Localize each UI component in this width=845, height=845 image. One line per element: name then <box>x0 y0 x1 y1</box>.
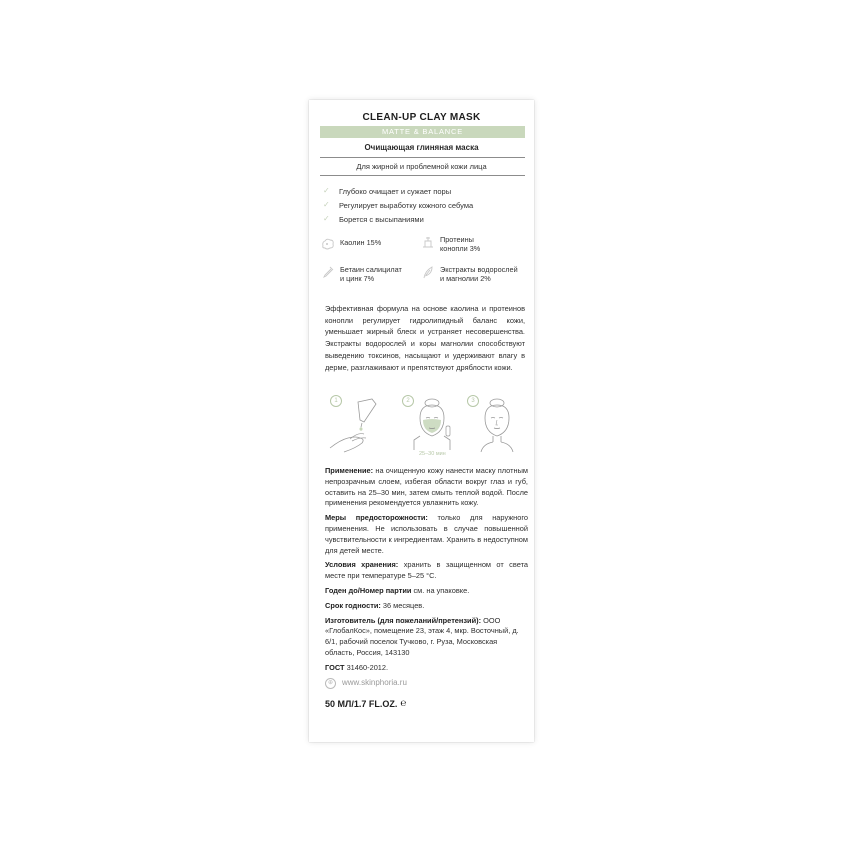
skin-type-label: Для жирной и проблемной кожи лица <box>356 162 487 171</box>
ingredient-item <box>421 265 518 283</box>
check-icon: ✓ <box>323 200 330 209</box>
face-mask-illustration <box>408 396 456 450</box>
dropper-icon <box>321 265 335 279</box>
estimated-sign-icon: ℮ <box>400 697 407 709</box>
benefit-item <box>323 184 523 198</box>
ingredient-item <box>321 265 402 283</box>
step-number: 3 <box>467 395 479 407</box>
leaf-icon <box>421 265 435 279</box>
caution-section <box>325 513 528 556</box>
ingredient-line1: Бетаин салицилат <box>340 265 402 274</box>
batch-text: см. на упаковке. <box>411 585 470 595</box>
ingredient-line1: Протеины <box>440 235 474 244</box>
benefit-item <box>323 212 523 226</box>
divider-top <box>320 157 525 158</box>
step-number: 2 <box>402 395 414 407</box>
clean-face-illustration <box>473 396 521 452</box>
gost-label: ГОСТ <box>325 662 345 672</box>
benefit-text: Регулирует выработку кожного себума <box>339 200 474 210</box>
ingredient-line2: конопли 3% <box>440 244 481 253</box>
shelf-life-section <box>325 601 528 612</box>
ingredient-line2: и цинк 7% <box>340 274 375 283</box>
clay-icon <box>321 238 335 250</box>
usage-text: на очищенную кожу нанести маску плотным непрозрачным слоем, избегая области вокруг глаз и губ, оставить на 25–30 мин, затем смыть теплой водой. После применения рекомендуется увлажнить кожу. <box>325 466 528 508</box>
hemp-icon <box>421 235 435 249</box>
product-description: Эффективная формула на основе каолина и протеинов конопли регулирует гидролипидный баланс кожи, уменьшает жирный блеск и устраняет несовершенства. Экстракты водорослей и коры магнолии способствуют выведению токсинов, насыщают и удерживают влагу в дерме, разглаживают и препятствуют дряблости кожи. <box>325 304 525 372</box>
step-number: 1 <box>330 395 342 407</box>
ingredient-line1: Каолин 15% <box>340 238 382 247</box>
benefit-text: Глубоко очищает и сужает поры <box>339 186 452 196</box>
ingredient-item <box>321 238 381 250</box>
product-line-band: MATTE & BALANCE <box>320 126 525 138</box>
manufacturer-label: Изготовитель (для пожеланий/претензий): <box>325 615 482 625</box>
ingredient-item <box>421 235 480 253</box>
product-box-back <box>309 100 534 742</box>
caution-text: только для наружного применения. Не использовать в случае повышенной чувствительности к ингредиентам. Хранить в недоступном для детей месте. <box>325 513 528 555</box>
check-icon: ✓ <box>323 186 330 195</box>
shelf-life-label: Срок годности: <box>325 600 381 610</box>
benefit-text: Борется с высыпаниями <box>339 214 424 224</box>
manufacturer-text: ООО «ГлобалКос», помещение 23, этаж 4, мкр. Восточный, д. 6/1, рабочий поселок Тучково, г. Руза, Московская область, Россия, 143130 <box>325 615 519 657</box>
manufacturer-section <box>325 616 528 659</box>
ingredient-line1: Экстракты водорослей <box>440 265 518 274</box>
product-subtitle: Очищающая глиняная маска <box>364 143 479 152</box>
check-icon: ✓ <box>323 214 330 223</box>
storage-text: хранить в защищенном от света месте при температуре 5–25 °С. <box>325 560 529 581</box>
website-text: www.skinphoria.ru <box>342 677 407 687</box>
usage-section <box>325 466 528 509</box>
volume-text: 50 МЛ/1.7 FL.OZ. <box>325 698 398 709</box>
batch-section <box>325 586 528 597</box>
benefit-item <box>323 198 523 212</box>
product-title: CLEAN-UP CLAY MASK <box>362 112 481 123</box>
time-label: 25–30 мин <box>419 451 446 457</box>
caution-label: Меры предосторожности: <box>325 513 428 523</box>
usage-steps <box>323 392 523 462</box>
volume-line <box>325 699 528 710</box>
batch-label: Годен до/Номер партии <box>325 585 412 595</box>
gost-section <box>325 663 528 674</box>
website-line <box>325 678 528 689</box>
product-info <box>325 466 528 709</box>
usage-label: Применение: <box>325 466 374 475</box>
gost-text: 31460-2012. <box>344 662 389 672</box>
storage-section <box>325 560 528 582</box>
divider-bottom <box>320 175 525 176</box>
shelf-life-text: 36 месяцев. <box>380 600 425 610</box>
storage-label: Условия хранения: <box>325 560 399 570</box>
ingredient-line2: и магнолии 2% <box>440 274 491 283</box>
hand-tube-illustration <box>328 396 383 458</box>
globe-icon: ⊕ <box>325 678 336 689</box>
benefits-list <box>323 184 523 226</box>
